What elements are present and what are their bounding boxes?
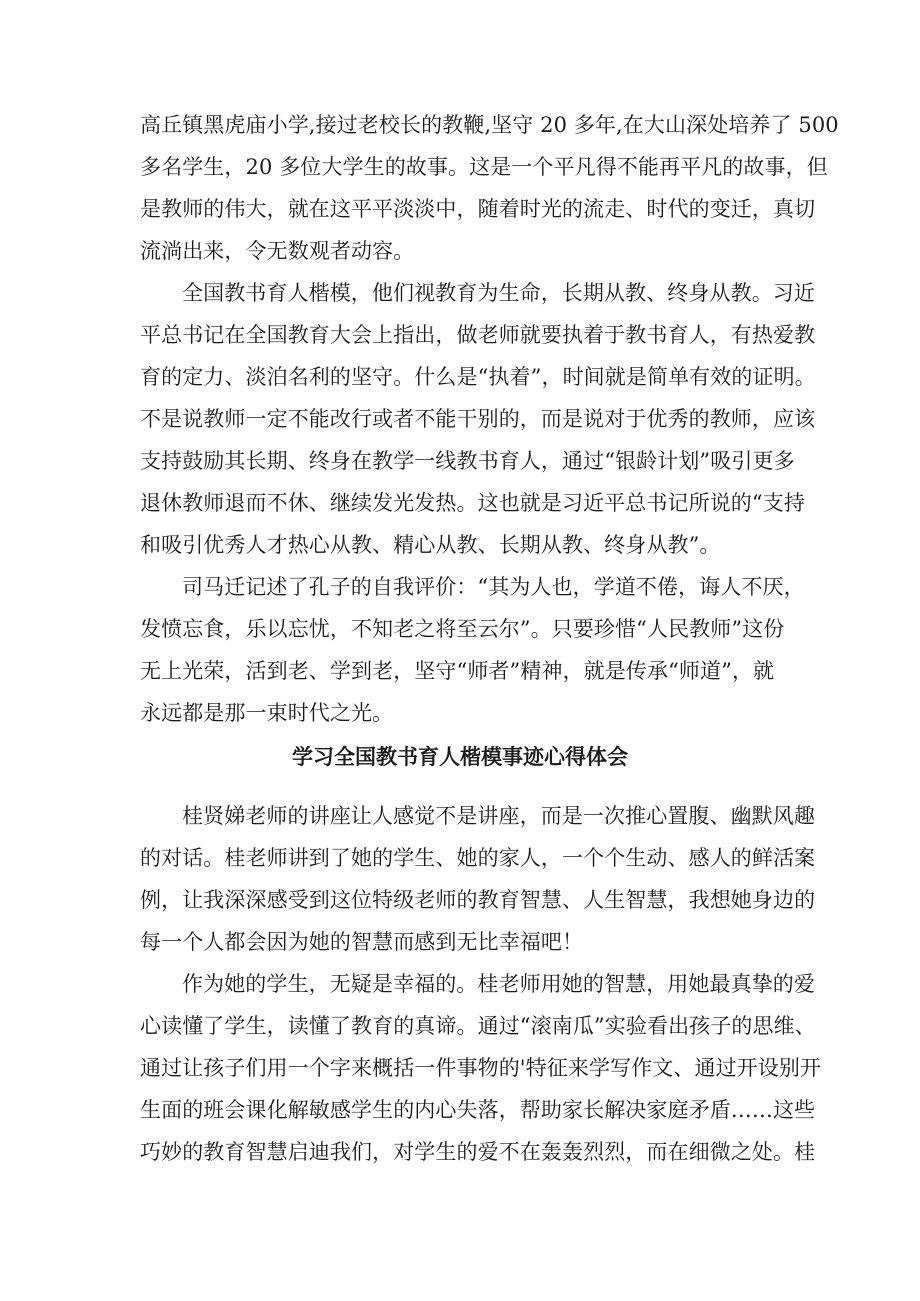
text-line: 不是说教师一定不能改行或者不能干别的，而是说对于优秀的教师，应该	[140, 407, 816, 431]
text-line: 每一个人都会因为她的智慧而感到无比幸福吧！	[140, 930, 584, 954]
text-line: 平总书记在全国教育大会上指出，做老师就要执着于教书育人，有热爱教	[140, 323, 816, 347]
text-line: 作为她的学生，无疑是幸福的。桂老师用她的智慧，用她最真挚的爱	[182, 972, 815, 996]
text-line: 多名学生，20 多位大学生的故事。这是一个平凡得不能再平凡的故事，但	[140, 155, 828, 179]
text-line: 无上光荣，活到老、学到老，坚守“师者”精神，就是传承“师道”，就	[140, 659, 775, 683]
text-line: 是教师的伟大，就在这平平淡淡中，随着时光的流走、时代的变迁，真切	[140, 197, 816, 221]
text-line: 流淌出来，令无数观者动容。	[140, 239, 415, 263]
text-line: 发愤忘食，乐以忘忧，不知老之将至云尔”。只要珍惜“人民教师”这份	[140, 617, 785, 641]
text-line: 司马迁记述了孔子的自我评价：“其为人也，学道不倦，诲人不厌，	[182, 575, 805, 599]
text-line: 的对话。桂老师讲到了她的学生、她的家人，一个个生动、感人的鲜活案	[140, 846, 816, 870]
text-line: 永远都是那一束时代之光。	[140, 701, 394, 725]
text-line: 育的定力、淡泊名利的坚守。什么是“执着”，时间就是简单有效的证明。	[140, 365, 816, 389]
section-title: 学习全国教书育人楷模事迹心得体会	[292, 744, 628, 769]
text-line: 例，让我深深感受到这位特级老师的教育智慧、人生智慧，我想她身边的	[140, 888, 816, 912]
text-line: 全国教书育人楷模，他们视教育为生命，长期从教、终身从教。习近	[182, 281, 815, 305]
text-line: 通过让孩子们用一个字来概括一件事物的'特征来学写作文、通过开设别开	[140, 1056, 822, 1080]
text-line: 心读懂了学生，读懂了教育的真谛。通过“滚南瓜”实验看出孩子的思维、	[140, 1014, 816, 1038]
text-line: 生面的班会课化解敏感学生的内心失落，帮助家长解决家庭矛盾……这些	[140, 1098, 816, 1122]
text-line: 高丘镇黑虎庙小学,接过老校长的教鞭,坚守 20 多年,在大山深处培养了 500	[140, 113, 839, 137]
text-line: 退休教师退而不休、继续发光发热。这也就是习近平总书记所说的“支持	[140, 491, 805, 515]
text-line: 巧妙的教育智慧启迪我们，对学生的爱不在轰轰烈烈，而在细微之处。桂	[140, 1140, 816, 1164]
text-line: 和吸引优秀人才热心从教、精心从教、长期从教、终身从教”。	[140, 533, 721, 557]
text-line: 桂贤娣老师的讲座让人感觉不是讲座，而是一次推心置腹、幽默风趣	[182, 804, 815, 828]
text-line: 支持鼓励其长期、终身在教学一线教书育人，通过“银龄计划”吸引更多	[140, 449, 795, 473]
